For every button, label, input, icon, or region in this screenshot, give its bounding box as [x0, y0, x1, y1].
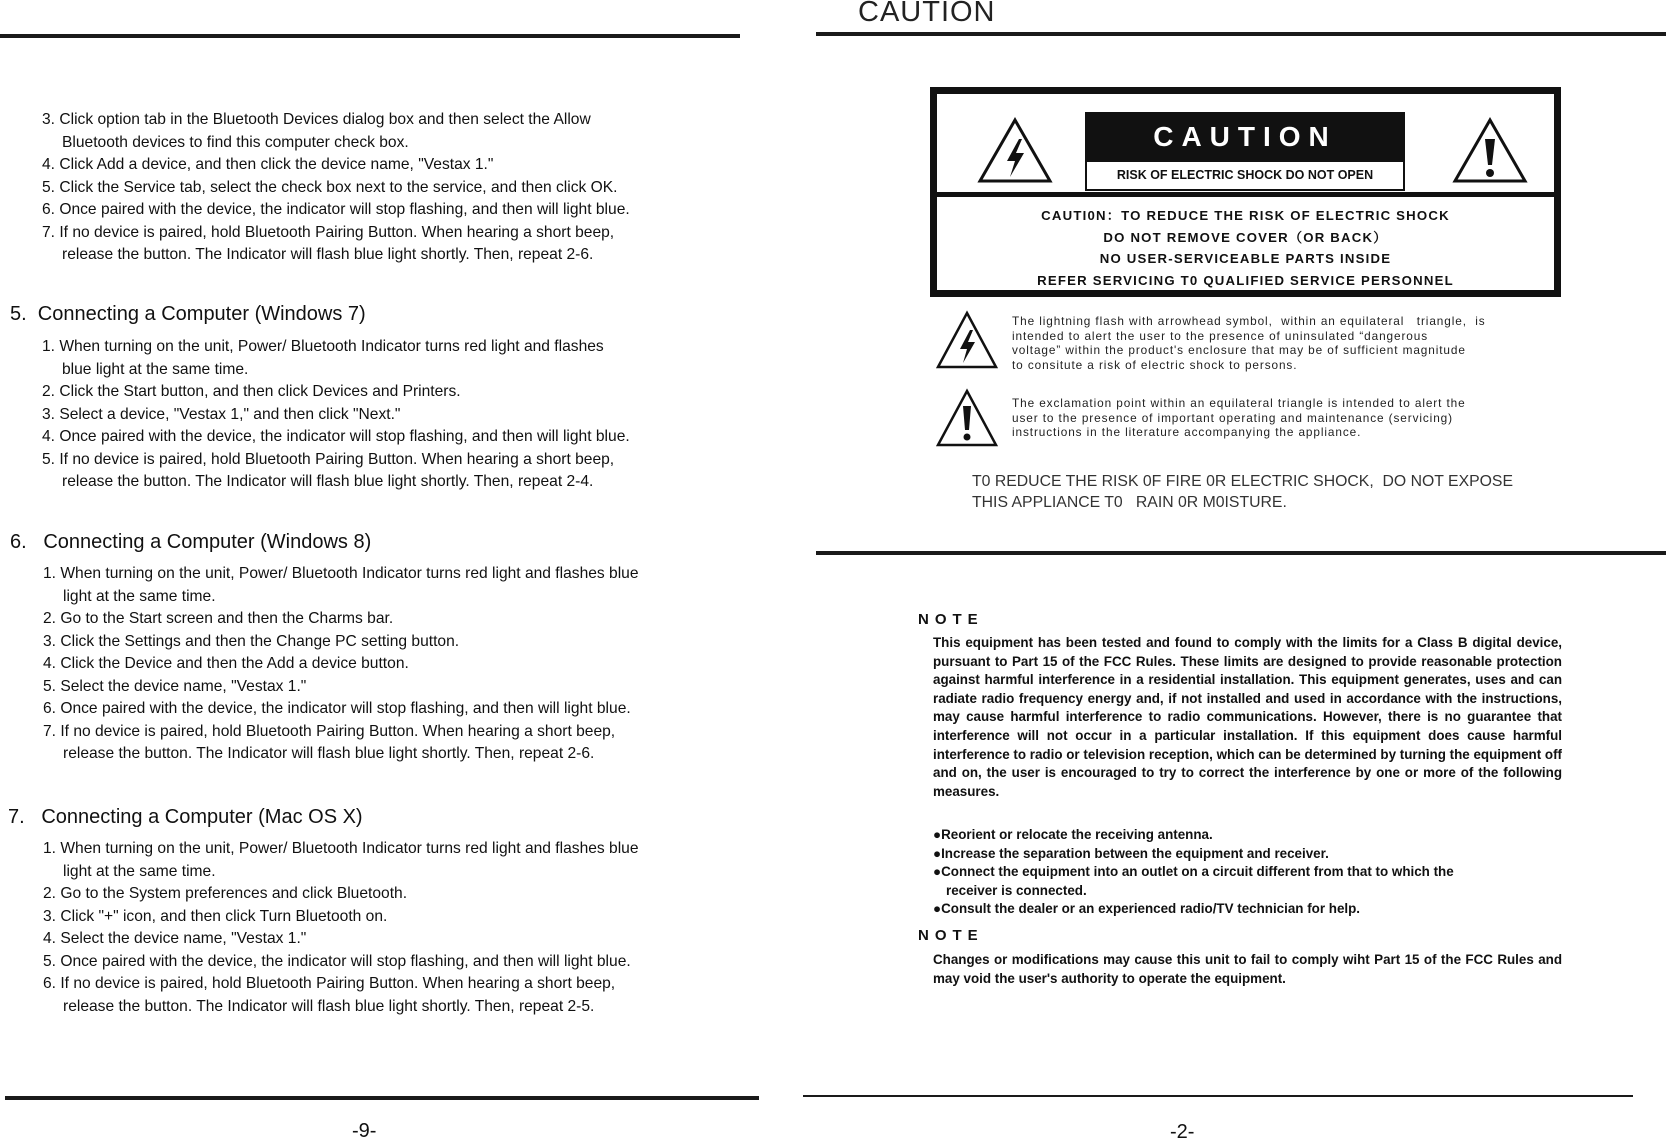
text-line: The lightning flash with arrowhead symbol, within an equilateral triangle, is: [1012, 314, 1486, 328]
lightning-warning-icon: [977, 117, 1053, 184]
warning-line: CAUTI0N：TO REDUCE THE RISK OF ELECTRIC SHOCK: [1041, 208, 1450, 223]
step-line: 5. Select the device name, "Vestax 1.": [43, 677, 307, 695]
step-line: 4. Click the Device and then the Add a device button.: [43, 655, 409, 672]
note-body-2: Changes or modifications may cause this unit to fail to comply wiht Part 15 of the FCC Rules and may void the user's authority to operate the equipment.: [933, 952, 1562, 986]
page-number-right: -2-: [1170, 1121, 1195, 1143]
list-item: ●Connect the equipment into an outlet on a circuit different from that to which the: [933, 864, 1454, 880]
note-title-2: NOTE: [918, 927, 984, 944]
text-line: instructions in the literature accompanying the appliance.: [1012, 425, 1362, 439]
step-line: 4. Once paired with the device, the indicator will stop flashing, and then will light blue.: [42, 428, 630, 445]
caution-badge-subtitle: RISK OF ELECTRIC SHOCK DO NOT OPEN: [1085, 162, 1405, 191]
step-line: 1. When turning on the unit, Power/ Bluetooth Indicator turns red light and flashes blue: [43, 840, 639, 857]
step-line: 4. Select the device name, "Vestax 1.": [43, 930, 307, 947]
exclamation-symbol-icon: [935, 388, 999, 448]
caution-badge-title: CAUTION: [1085, 112, 1405, 162]
text-line: to consitute a risk of electric shock to persons.: [1012, 357, 1298, 372]
page-number-left: -9-: [352, 1120, 377, 1142]
warning-line: DO NOT REMOVE COVER（OR BACK）: [1103, 229, 1388, 245]
note-body: This equipment has been tested and found to comply with the limits for a Class B digital device, pursuant to Part 15 of the FCC Rules. These limits are designed to provide reasonable protection against harmful interference in a residential installation. This equipment generates, uses and can radiate radio frequency energy and, if not installed and used in accordance with the instructions, may cause harmful interference to radio communications. However, there is no guarantee that interference will not occur in a particular installation. If this equipment does cause harmful interference to radio or television reception, which can be determined by turning the equipment off and on, the user is encouraged to try to correct the interference by one or more of the following measures.: [933, 635, 1562, 799]
step-line: release the button. The Indicator will flash blue light shortly. Then, repeat 2-4.: [62, 473, 594, 490]
note-title: NOTE: [918, 611, 984, 628]
list-item: ●Increase the separation between the equipment and receiver.: [933, 845, 1329, 861]
step-line: 6. If no device is paired, hold Bluetooth Pairing Button. When hearing a short beep,: [43, 975, 616, 992]
text-line: user to the presence of important operating and maintenance (servicing): [1012, 410, 1453, 425]
step-line: 5. Click the Service tab, select the check box next to the service, and then click OK.: [42, 178, 618, 196]
text-line: voltage” within the product's enclosure that may be of sufficient magnitude: [1012, 343, 1466, 357]
step-line: 2. Click the Start button, and then click Devices and Printers.: [42, 383, 461, 400]
step-line: light at the same time.: [63, 587, 216, 605]
step-line: 1. When turning on the unit, Power/ Bluetooth Indicator turns red light and flashes: [42, 338, 604, 355]
step-line: 5. If no device is paired, hold Bluetooth Pairing Button. When hearing a short beep,: [42, 450, 615, 468]
exclamation-explanation: [1012, 396, 1466, 440]
bottom-rule-right: [803, 1095, 1633, 1097]
section-heading-windows8: 6. Connecting a Computer (Windows 8): [10, 531, 372, 553]
step-line: 6. Once paired with the device, the indicator will stop flashing, and then will light blue.: [42, 201, 630, 218]
bottom-rule-left: [5, 1096, 759, 1100]
step-line: release the button. The Indicator will flash blue light shortly. Then, repeat 2-6.: [63, 745, 595, 762]
middle-rule-right: [816, 551, 1666, 555]
text-line: T0 REDUCE THE RISK 0F FIRE 0R ELECTRIC SHOCK, DO NOT EXPOSE: [972, 473, 1514, 490]
step-line: 4. Click Add a device, and then click the device name, "Vestax 1.": [42, 156, 494, 173]
section-windows8-steps: [43, 563, 639, 766]
caution-badge: [1085, 112, 1405, 191]
warning-line: NO USER-SERVICEABLE PARTS INSIDE: [1099, 251, 1392, 266]
page-title: CAUTION: [858, 0, 996, 28]
step-line: 7. If no device is paired, hold Bluetooth Pairing Button. When hearing a short beep,: [43, 722, 616, 740]
caution-label-box: [930, 87, 1561, 297]
step-line: 1. When turning on the unit, Power/ Bluetooth Indicator turns red light and flashes blue: [43, 565, 639, 582]
list-item: ●Reorient or relocate the receiving antenna.: [933, 827, 1213, 842]
section-heading-macosx: 7. Connecting a Computer (Mac OS X): [8, 806, 363, 828]
step-line: 2. Go to the Start screen and then the Charms bar.: [43, 610, 394, 627]
text-line: The exclamation point within an equilateral triangle is intended to alert the: [1012, 396, 1466, 410]
intro-steps: [42, 109, 630, 267]
section-heading-windows7: 5. Connecting a Computer (Windows 7): [10, 303, 366, 325]
step-line: 2. Go to the System preferences and click Bluetooth.: [43, 885, 408, 902]
step-line: release the button. The Indicator will flash blue light shortly. Then, repeat 2-6.: [62, 246, 594, 263]
step-line: light at the same time.: [63, 862, 216, 880]
lightning-symbol-icon: [935, 310, 999, 370]
fire-shock-warning: [972, 471, 1513, 513]
step-line: 3. Click the Settings and then the Change PC setting button.: [43, 632, 460, 650]
exclamation-warning-icon: [1452, 117, 1528, 184]
step-line: 7. If no device is paired, hold Bluetooth Pairing Button. When hearing a short beep,: [42, 223, 615, 241]
top-rule-left: [0, 34, 740, 38]
step-line: Bluetooth devices to find this computer check box.: [62, 133, 409, 151]
section-windows7-steps: [42, 336, 630, 494]
step-line: 5. Once paired with the device, the indicator will stop flashing, and then will light blue.: [43, 952, 631, 970]
note-bullets: [933, 826, 1454, 919]
list-item: receiver is connected.: [946, 882, 1087, 898]
step-line: 3. Click option tab in the Bluetooth Devices dialog box and then select the Allow: [42, 111, 591, 128]
step-line: 6. Once paired with the device, the indicator will stop flashing, and then will light blue.: [43, 700, 631, 717]
step-line: 3. Click "+" icon, and then click Turn Bluetooth on.: [43, 907, 388, 925]
warning-line: REFER SERVICING T0 QUALIFIED SERVICE PERSONNEL: [1037, 272, 1454, 288]
text-line: intended to alert the user to the presence of uninsulated “dangerous: [1012, 328, 1429, 343]
caution-warning-lines: [937, 205, 1554, 291]
caution-divider: [937, 192, 1554, 197]
list-item: ●Consult the dealer or an experienced radio/TV technician for help.: [933, 901, 1361, 917]
step-line: release the button. The Indicator will flash blue light shortly. Then, repeat 2-5.: [63, 997, 595, 1015]
step-line: 3. Select a device, "Vestax 1," and then click "Next.": [42, 405, 401, 423]
text-line: THIS APPLIANCE T0 RAIN 0R M0ISTURE.: [972, 494, 1287, 511]
step-line: blue light at the same time.: [62, 360, 249, 378]
top-rule-right: [816, 32, 1666, 36]
section-macosx-steps: [43, 838, 639, 1018]
lightning-explanation: [1012, 314, 1486, 372]
